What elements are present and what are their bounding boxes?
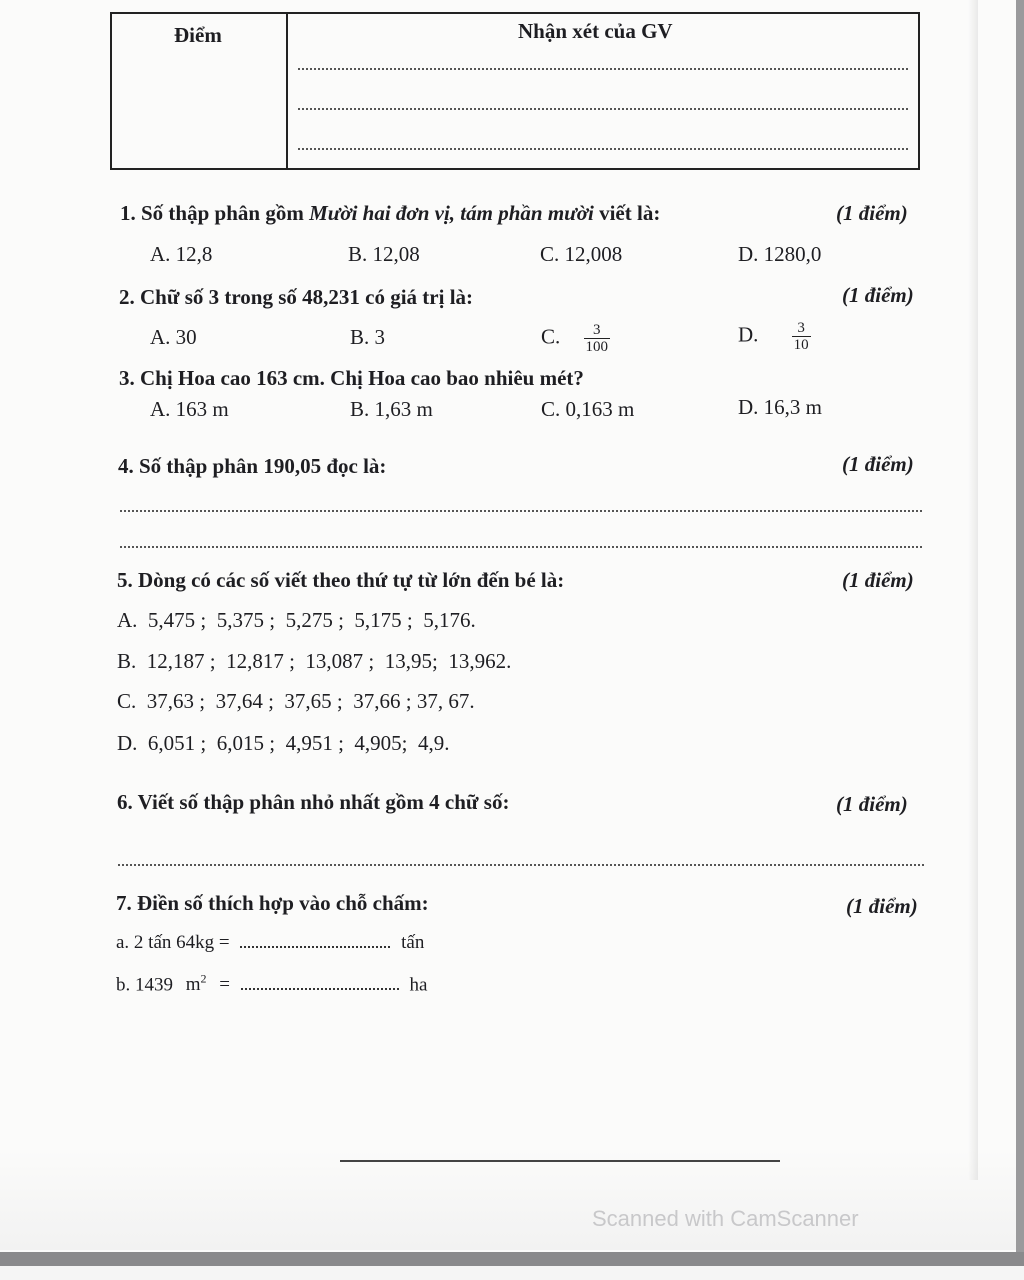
footer-rule (340, 1160, 780, 1162)
question-6-points: (1 điểm) (836, 792, 908, 816)
question-5: 5. Dòng có các số viết theo thứ tự từ lớn đến bé là: (117, 568, 565, 592)
q1-option-b[interactable]: B. 12,08 (348, 242, 420, 266)
q7-part-a-blank[interactable] (240, 946, 390, 948)
question-4: 4. Số thập phân 190,05 đọc là: (118, 454, 387, 478)
q2-option-a[interactable]: A. 30 (150, 325, 197, 349)
question-1-text: Số thập phân gồm (141, 201, 304, 225)
question-1-points: (1 điểm) (836, 201, 908, 225)
question-2: 2. Chữ số 3 trong số 48,231 có giá trị là: (119, 285, 474, 309)
question-2-points: (1 điểm) (842, 283, 914, 307)
question-7: 7. Điền số thích hợp vào chỗ chấm: (116, 891, 429, 915)
q7-part-b-blank[interactable] (241, 988, 399, 990)
q2-option-d-label: D. (738, 322, 759, 347)
score-label: Điểm (174, 23, 222, 47)
page-edge-shadow (968, 0, 978, 1180)
question-3: 3. Chị Hoa cao 163 cm. Chị Hoa cao bao nhiêu mét? (119, 366, 584, 390)
scan-bottom-bar (0, 1252, 1024, 1266)
q7-part-b-area-unit (186, 974, 207, 995)
q5-option-b[interactable]: B. 12,187 ; 12,817 ; 13,087 ; 13,95; 13,962. (117, 649, 512, 673)
q7-part-a (116, 932, 424, 954)
question-4-points: (1 điểm) (842, 452, 914, 476)
comment-line-3[interactable] (298, 148, 908, 150)
q1-option-d[interactable]: D. 1280,0 (738, 242, 822, 266)
question-7-points: (1 điểm) (846, 894, 918, 918)
scan-bottom-strip (0, 1266, 1024, 1280)
q5-option-a[interactable]: A. 5,475 ; 5,375 ; 5,275 ; 5,175 ; 5,176. (117, 608, 476, 632)
q5-option-c[interactable]: C. 37,63 ; 37,64 ; 37,65 ; 37,66 ; 37, 67. (117, 689, 475, 713)
q3-option-d[interactable]: D. 16,3 m (738, 395, 822, 419)
comment-line-1[interactable] (298, 68, 908, 70)
q6-answer-line[interactable] (118, 864, 924, 866)
fraction-numerator: 3 (797, 320, 805, 336)
q7-part-b-equals: = (219, 974, 230, 996)
q3-option-c[interactable]: C. 0,163 m (541, 397, 635, 421)
comment-line-2[interactable] (298, 108, 908, 110)
q7-part-b-prefix: b. 1439 (116, 974, 173, 996)
q5-option-d[interactable]: D. 6,051 ; 6,015 ; 4,951 ; 4,905; 4,9. (117, 731, 450, 755)
grade-table (110, 12, 920, 170)
q7-part-b-unit: ha (409, 974, 428, 996)
q4-answer-line-1[interactable] (120, 510, 922, 512)
grade-table-divider (286, 14, 288, 168)
q7-part-a-unit: tấn (401, 932, 425, 953)
q7-part-b-exponent: 2 (200, 972, 207, 986)
fraction-denominator: 10 (793, 337, 809, 353)
page-bottom-shade (0, 1150, 1024, 1250)
question-1 (120, 201, 660, 226)
question-1-number: 1. (120, 201, 136, 225)
q3-option-a[interactable]: A. 163 m (150, 397, 229, 421)
question-1-italic: Mười hai đơn vị, tám phần mười (309, 201, 594, 225)
fraction-numerator: 3 (593, 322, 601, 338)
q2-option-b[interactable]: B. 3 (350, 325, 386, 349)
q2-option-c-label: C. (541, 324, 561, 349)
q2-option-d[interactable] (738, 320, 811, 353)
question-6: 6. Viết số thập phân nhỏ nhất gồm 4 chữ số: (117, 790, 510, 814)
q1-option-c[interactable]: C. 12,008 (540, 242, 623, 266)
q1-option-a[interactable]: A. 12,8 (150, 242, 213, 266)
fraction-denominator: 100 (585, 339, 609, 355)
q4-answer-line-2[interactable] (120, 546, 922, 548)
question-1-tail: viết là: (599, 201, 661, 225)
q7-part-a-prefix: a. 2 tấn 64kg = (116, 932, 230, 953)
teacher-comment-label: Nhận xét của GV (518, 19, 673, 43)
scan-right-edge (1016, 0, 1024, 1252)
q3-option-b[interactable]: B. 1,63 m (350, 397, 433, 421)
q7-part-b (116, 972, 427, 996)
q2-option-d-fraction (792, 320, 811, 353)
q2-option-c[interactable] (541, 322, 610, 355)
question-5-points: (1 điểm) (842, 568, 914, 592)
q2-option-c-fraction (584, 322, 611, 355)
q7-part-b-base: m (185, 974, 201, 996)
camscanner-watermark: Scanned with CamScanner (592, 1206, 859, 1231)
